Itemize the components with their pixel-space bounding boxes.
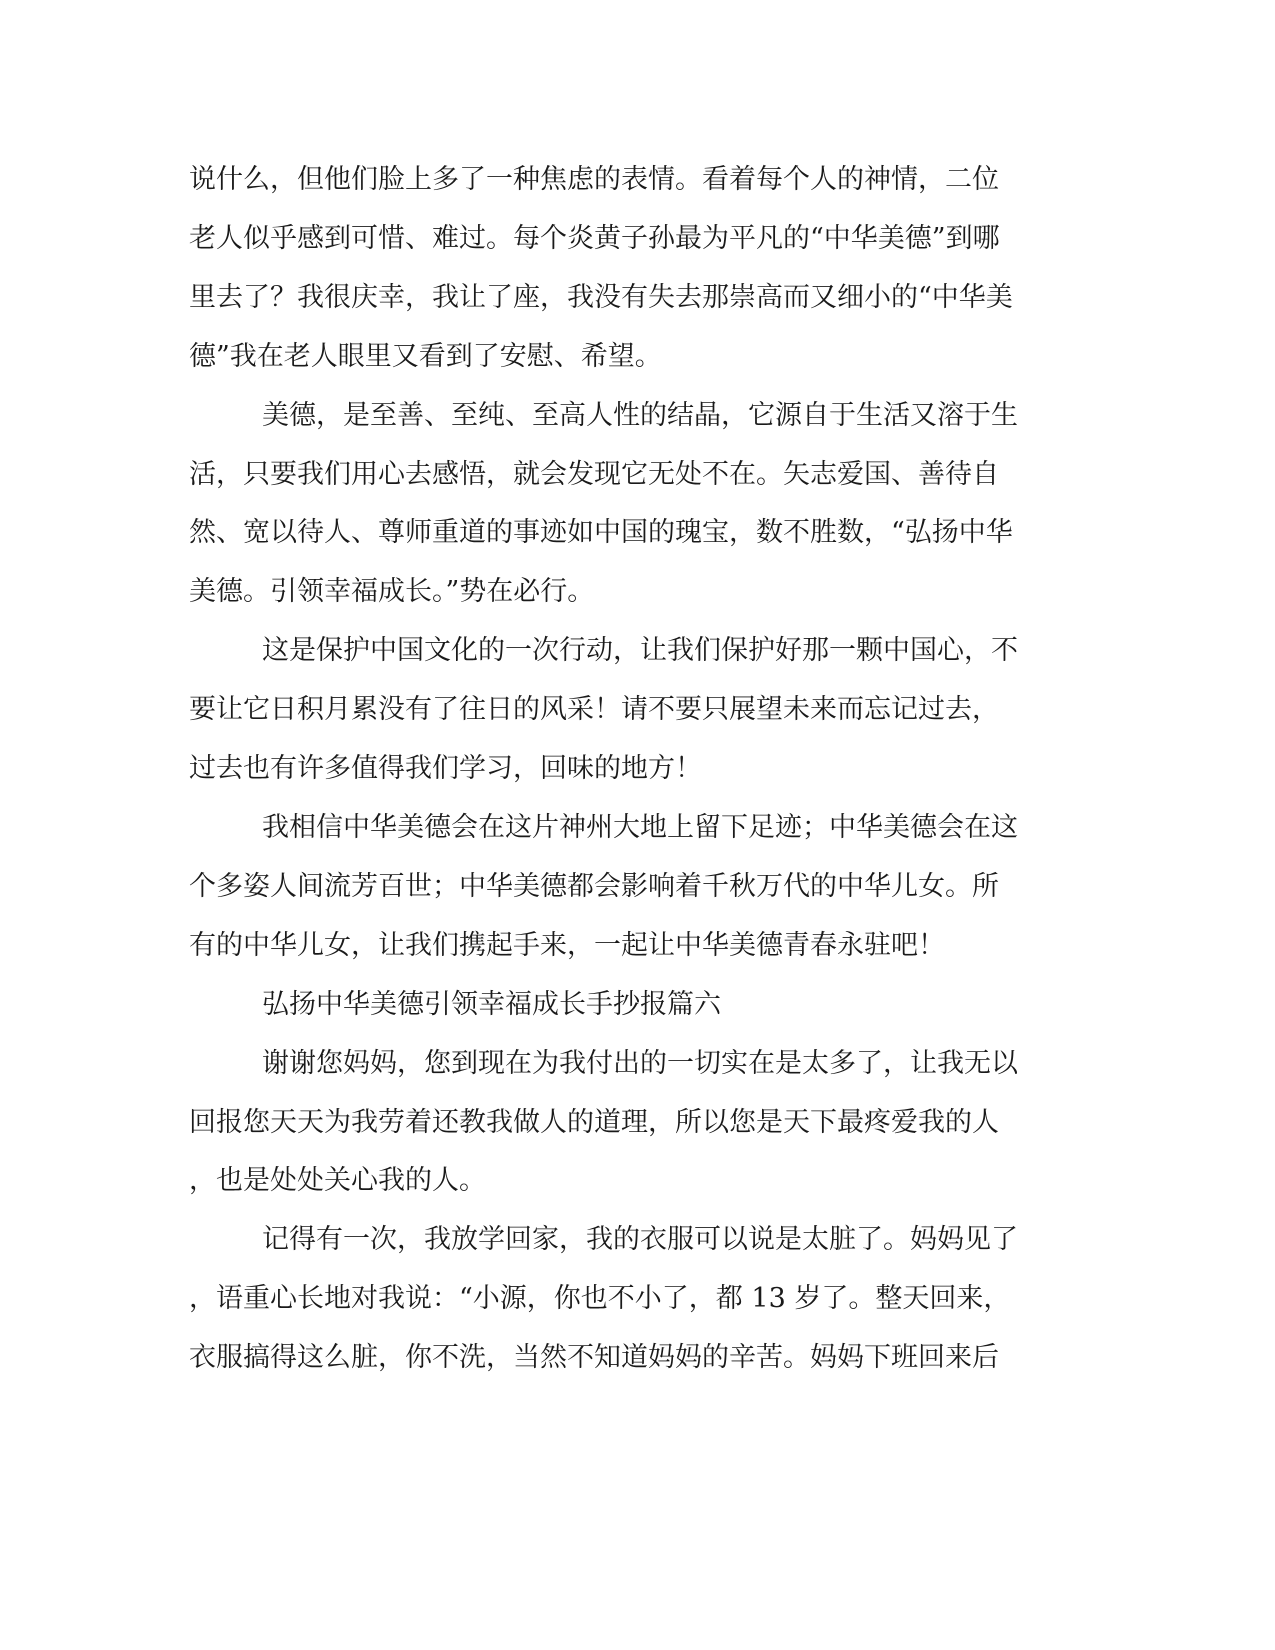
text-line: 说什么，但他们脸上多了一种焦虑的表情。看着每个人的神情，二位 — [189, 164, 999, 195]
text-line: ，也是处处关心我的人。 — [189, 1165, 486, 1196]
text-line: 德”我在老人眼里又看到了安慰、希望。 — [189, 341, 662, 372]
text-line: 有的中华儿女，让我们携起手来，一起让中华美德青春永驻吧！ — [189, 930, 945, 961]
paragraph-start-line: 美德，是至善、至纯、至高人性的结晶，它源自于生活又溶于生 — [262, 400, 1018, 431]
text-line: ，语重心长地对我说：“小源，你也不小了，都 13 岁了。整天回来， — [189, 1283, 1011, 1314]
text-line: 老人似乎感到可惜、难过。每个炎黄子孙最为平凡的“中华美德”到哪 — [189, 223, 1000, 254]
text-line: 衣服搞得这么脏，你不洗，当然不知道妈妈的辛苦。妈妈下班回来后 — [189, 1342, 999, 1373]
paragraph-start-line: 记得有一次，我放学回家，我的衣服可以说是太脏了。妈妈见了 — [262, 1224, 1018, 1255]
text-line: 个多姿人间流芳百世；中华美德都会影响着千秋万代的中华儿女。所 — [189, 871, 999, 902]
paragraph-start-line: 谢谢您妈妈，您到现在为我付出的一切实在是太多了，让我无以 — [262, 1048, 1018, 1079]
text-line: 美德。引领幸福成长。”势在必行。 — [189, 576, 595, 607]
text-line: 然、宽以待人、尊师重道的事迹如中国的瑰宝，数不胜数，“弘扬中华 — [189, 517, 1013, 548]
text-line: 过去也有许多值得我们学习，回味的地方！ — [189, 753, 702, 784]
text-line: 活，只要我们用心去感悟，就会发现它无处不在。矢志爱国、善待自 — [189, 459, 999, 490]
section-heading: 弘扬中华美德引领幸福成长手抄报篇六 — [262, 989, 721, 1020]
paragraph-start-line: 这是保护中国文化的一次行动，让我们保护好那一颗中国心，不 — [262, 635, 1018, 666]
text-line: 里去了？我很庆幸，我让了座，我没有失去那崇高而又细小的“中华美 — [189, 282, 1013, 313]
text-line: 要让它日积月累没有了往日的风采！请不要只展望未来而忘记过去， — [189, 694, 999, 725]
paragraph-start-line: 我相信中华美德会在这片神州大地上留下足迹；中华美德会在这 — [262, 812, 1018, 843]
text-line: 回报您天天为我劳着还教我做人的道理，所以您是天下最疼爱我的人 — [189, 1107, 999, 1138]
